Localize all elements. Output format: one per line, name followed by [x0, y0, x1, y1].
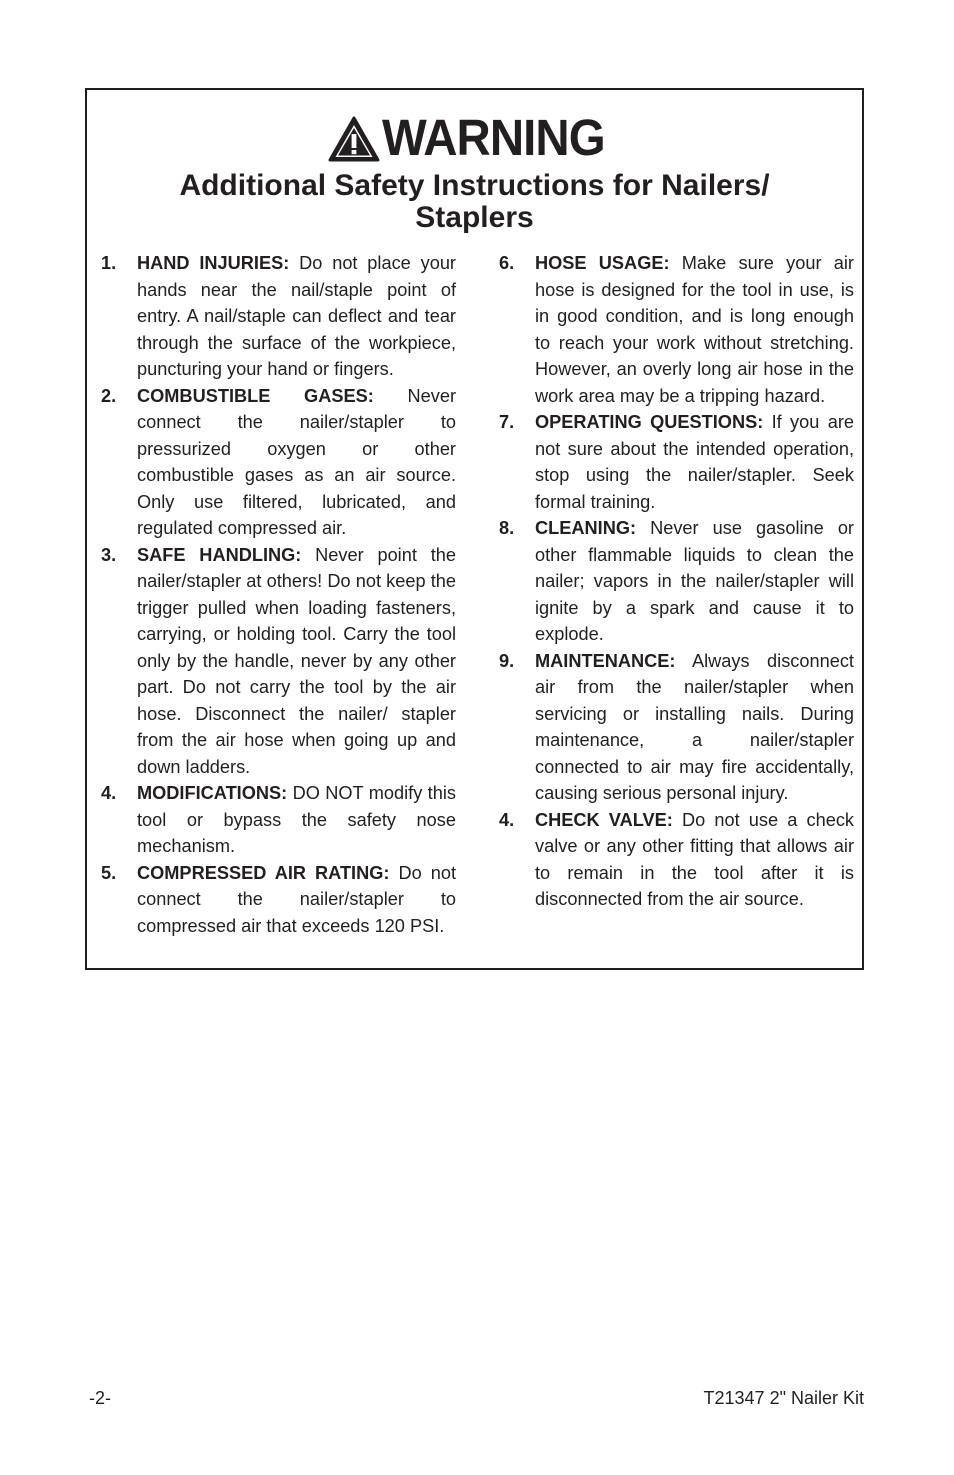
item-number: 5. — [101, 862, 117, 883]
list-item — [499, 409, 854, 515]
safety-subtitle: Additional Safety Instructions for Nailers/ Staplers — [179, 169, 770, 234]
item-number: 3. — [101, 544, 117, 565]
warning-title: WARNING — [381, 109, 605, 166]
item-body — [535, 515, 854, 648]
warning-triangle-icon — [328, 116, 380, 162]
item-body — [535, 648, 854, 807]
item-text: Do not place your hands near the nail/staple point of entry. A nail/staple can deflect and tear through the surface of the workpiece, puncturing your hand or fingers. — [137, 253, 456, 379]
item-label: HOSE USAGE: — [535, 253, 670, 273]
item-number: 7. — [499, 412, 515, 432]
item-label: COMBUSTIBLE GASES: — [137, 385, 374, 406]
page-number: -2- — [89, 1388, 111, 1408]
item-body — [137, 780, 456, 860]
item-body — [137, 542, 456, 781]
list-item — [499, 515, 854, 648]
item-number: 9. — [499, 650, 515, 671]
list-item — [499, 807, 854, 913]
item-body — [137, 860, 456, 940]
item-label: MODIFICATIONS: — [137, 783, 288, 803]
item-label: SAFE HANDLING: — [137, 544, 302, 565]
item-number: 6. — [499, 253, 515, 273]
item-text: DO NOT modify this tool or bypass the safety nose mechanism. — [137, 783, 456, 856]
item-number: 2. — [101, 385, 117, 406]
left-column — [101, 250, 456, 939]
warning-header — [87, 109, 862, 166]
item-text: Do not connect the nailer/stapler to compressed air that exceeds 120 PSI. — [137, 862, 457, 936]
list-item — [101, 780, 456, 860]
list-item — [499, 250, 854, 409]
item-body — [535, 409, 854, 515]
item-text: Never point the nailer/stapler at others! Do not keep the trigger pulled when loading fasteners, carrying, or holding tool. Carry the tool only by the handle, never by any other part. Do not carry the tool by the air hose. Disconnect the nailer/ stapler from the air hose when going up and down ladders. — [137, 544, 456, 777]
item-number: 4. — [499, 809, 515, 830]
item-text: Do not use a check valve or any other fitting that allows air to remain in the tool after it is disconnected from the air source. — [535, 809, 855, 909]
item-label: COMPRESSED AIR RATING: — [137, 862, 390, 883]
list-item — [499, 648, 854, 807]
item-text: Always disconnect air from the nailer/stapler when servicing or installing nails. During maintenance, a nailer/stapler connected to air may fire accidentally, causing serious personal injury. — [535, 650, 854, 803]
item-body — [137, 383, 456, 542]
item-number: 8. — [499, 518, 515, 538]
item-text: Make sure your air hose is designed for the tool in use, is in good condition, and is long enough to reach your work without stretching. However, an overly long air hose in the work area may be a tripping hazard. — [535, 253, 854, 406]
item-text: Never connect the nailer/stapler to pressurized oxygen or other combustible gases as an air source. Only use filtered, lubricated, and regulated compressed air. — [137, 385, 456, 538]
item-label: HAND INJURIES: — [137, 253, 290, 273]
item-label: OPERATING QUESTIONS: — [535, 412, 764, 432]
item-label: CHECK VALVE: — [535, 809, 673, 830]
list-item — [101, 383, 456, 542]
list-item — [101, 542, 456, 781]
right-column — [499, 250, 854, 913]
item-text: Never use gasoline or other flammable liquids to clean the nailer; vapors in the nailer/stapler will ignite by a spark and cause it to explode. — [535, 518, 854, 644]
item-body — [535, 807, 854, 913]
item-text: If you are not sure about the intended operation, stop using the nailer/stapler. Seek formal training. — [535, 412, 854, 512]
list-item — [101, 250, 456, 383]
product-name: T21347 2" Nailer Kit — [703, 1388, 864, 1408]
item-number: 4. — [101, 783, 117, 803]
item-label: CLEANING: — [535, 518, 637, 538]
item-label: MAINTENANCE: — [535, 650, 676, 671]
list-item — [101, 860, 456, 940]
item-body — [137, 250, 456, 383]
item-body — [535, 250, 854, 409]
warning-box — [85, 88, 864, 970]
item-number: 1. — [101, 253, 117, 273]
